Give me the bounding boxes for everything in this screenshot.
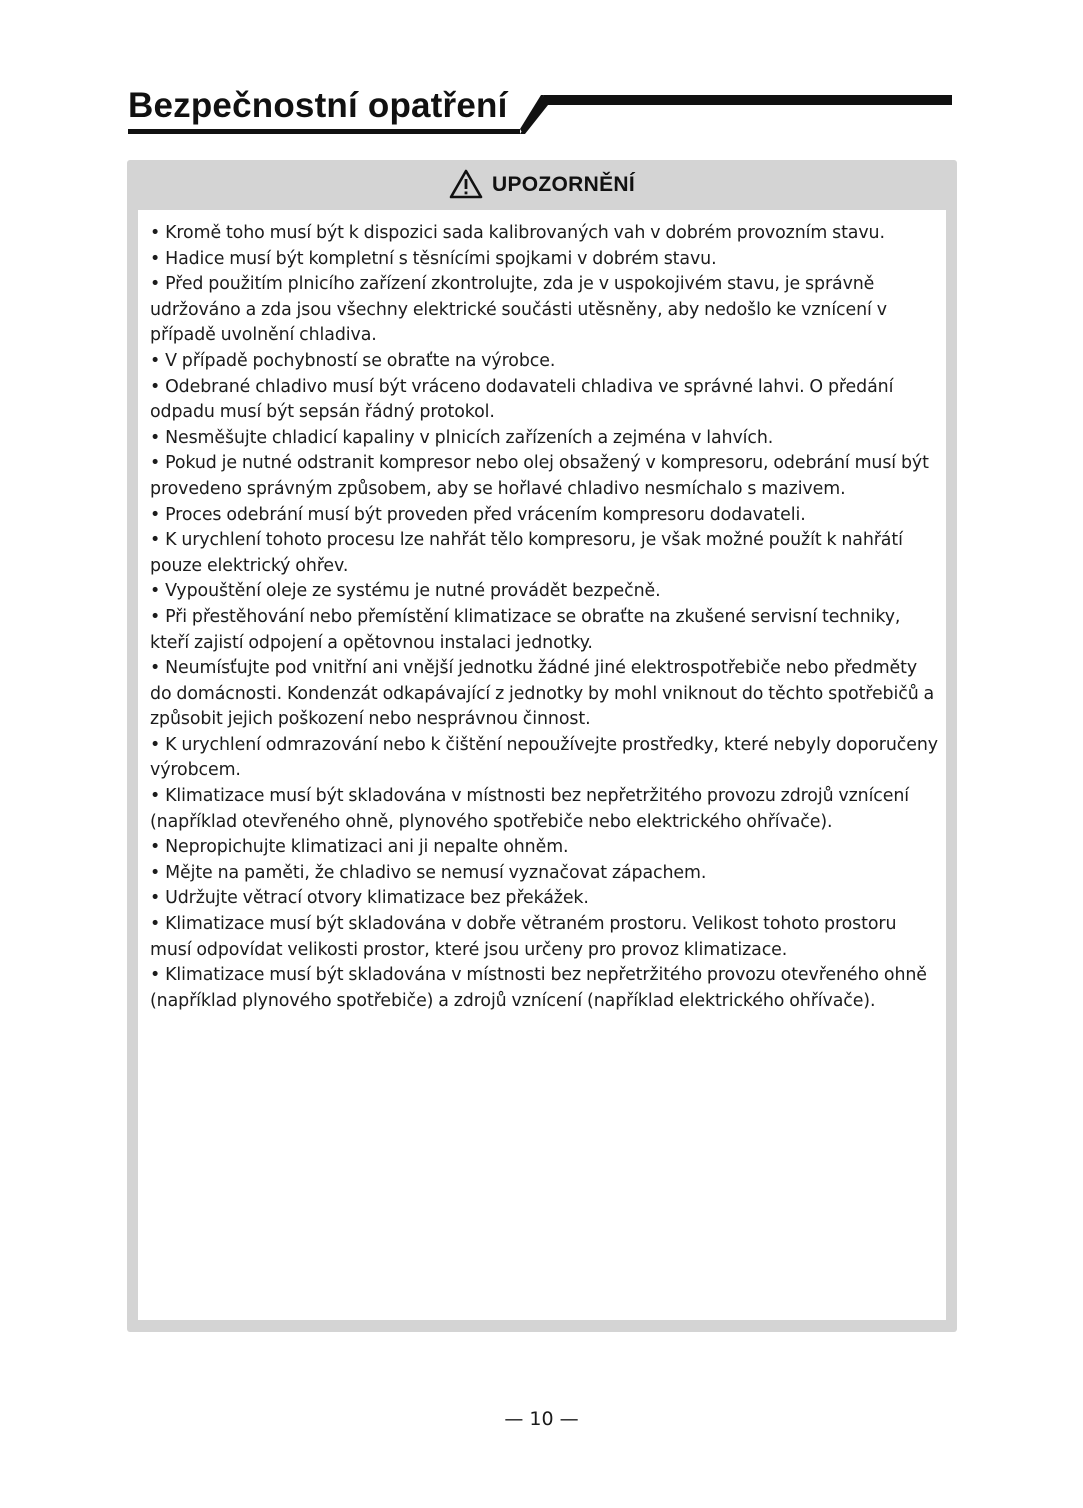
- list-item: • Nepropichujte klimatizaci ani ji nepalte ohněm.: [150, 837, 569, 858]
- list-item: • K urychlení tohoto procesu lze nahřát tělo kompresoru, je však možné použít k nahřátí pouze elektrický ohřev.: [150, 530, 903, 576]
- page-title: Bezpečnostní opatření: [128, 86, 508, 125]
- list-item: • Odebrané chladivo musí být vráceno dodavateli chladiva ve správné lahvi. O předání odpadu musí být sepsán řádný protokol.: [150, 376, 894, 423]
- caution-label: UPOZORNĚNÍ: [491, 173, 635, 196]
- warning-triangle-icon: [449, 169, 483, 199]
- page-number: — 10 —: [504, 1408, 579, 1430]
- list-item: • Nesměšujte chladicí kapaliny v plnicích zařízeních a zejména v lahvích.: [150, 427, 774, 448]
- list-item: • Při přestěhování nebo přemístění klimatizace se obraťte na zkušené servisní techniky, kteří zajistí odpojení a opětovnou instalaci jednotky.: [150, 606, 901, 653]
- list-item: • K urychlení odmrazování nebo k čištění nepoužívejte prostředky, které nebyly doporučeny výrobcem.: [150, 734, 938, 781]
- list-item: • Mějte na paměti, že chladivo se nemusí vyznačovat zápachem.: [150, 862, 707, 883]
- list-item: • Vypouštění oleje ze systému je nutné provádět bezpečně.: [150, 581, 661, 602]
- list-item: • Před použitím plnicího zařízení zkontrolujte, zda je v uspokojivém stavu, je správně udržováno a zda jsou všechny elektrické součásti utěsněny, aby nedošlo ke vznícení v případě uvolnění chladiva.: [150, 274, 887, 346]
- list-item: • V případě pochybností se obraťte na výrobce.: [150, 350, 556, 371]
- caution-panel: [127, 160, 957, 1332]
- list-item: • Kromě toho musí být k dispozici sada kalibrovaných vah v dobrém provozním stavu.: [150, 223, 885, 243]
- caution-list: [138, 210, 946, 1014]
- caution-header: [127, 160, 957, 210]
- page-header: [128, 78, 952, 140]
- caution-body: [138, 210, 946, 1320]
- list-item: • Klimatizace musí být skladována v dobře větraném prostoru. Velikost tohoto prostoru musí odpovídat velikosti prostor, které jsou určeny pro provoz klimatizace.: [150, 914, 897, 960]
- list-item: • Neumísťujte pod vnitřní ani vnější jednotku žádné jiné elektrospotřebiče nebo předměty do domácnosti. Kondenzát odkapávající z jednotky by mohl vniknout do těchto spotřebičů a způsobit jejich poškození nebo nesprávnou činnost.: [150, 658, 935, 730]
- list-item: • Klimatizace musí být skladována v místnosti bez nepřetržitého provozu otevřeného ohně (například plynového spotřebiče) a zdrojů vznícení (například elektrického ohřívače).: [150, 965, 927, 1011]
- list-item: • Proces odebrání musí být proveden před vrácením kompresoru dodavateli.: [150, 504, 806, 525]
- list-item: • Klimatizace musí být skladována v místnosti bez nepřetržitého provozu zdrojů vznícení (například otevřeného ohně, plynového spotřebiče nebo elektrického ohřívače).: [150, 786, 910, 832]
- list-item: • Udržujte větrací otvory klimatizace bez překážek.: [150, 888, 589, 909]
- list-item: • Pokud je nutné odstranit kompresor nebo olej obsažený v kompresoru, odebrání musí být provedeno správným způsobem, aby se hořlavé chladivo nesmíchalo s mazivem.: [150, 453, 929, 499]
- list-item: • Hadice musí být kompletní s těsnícími spojkami v dobrém stavu.: [150, 248, 717, 269]
